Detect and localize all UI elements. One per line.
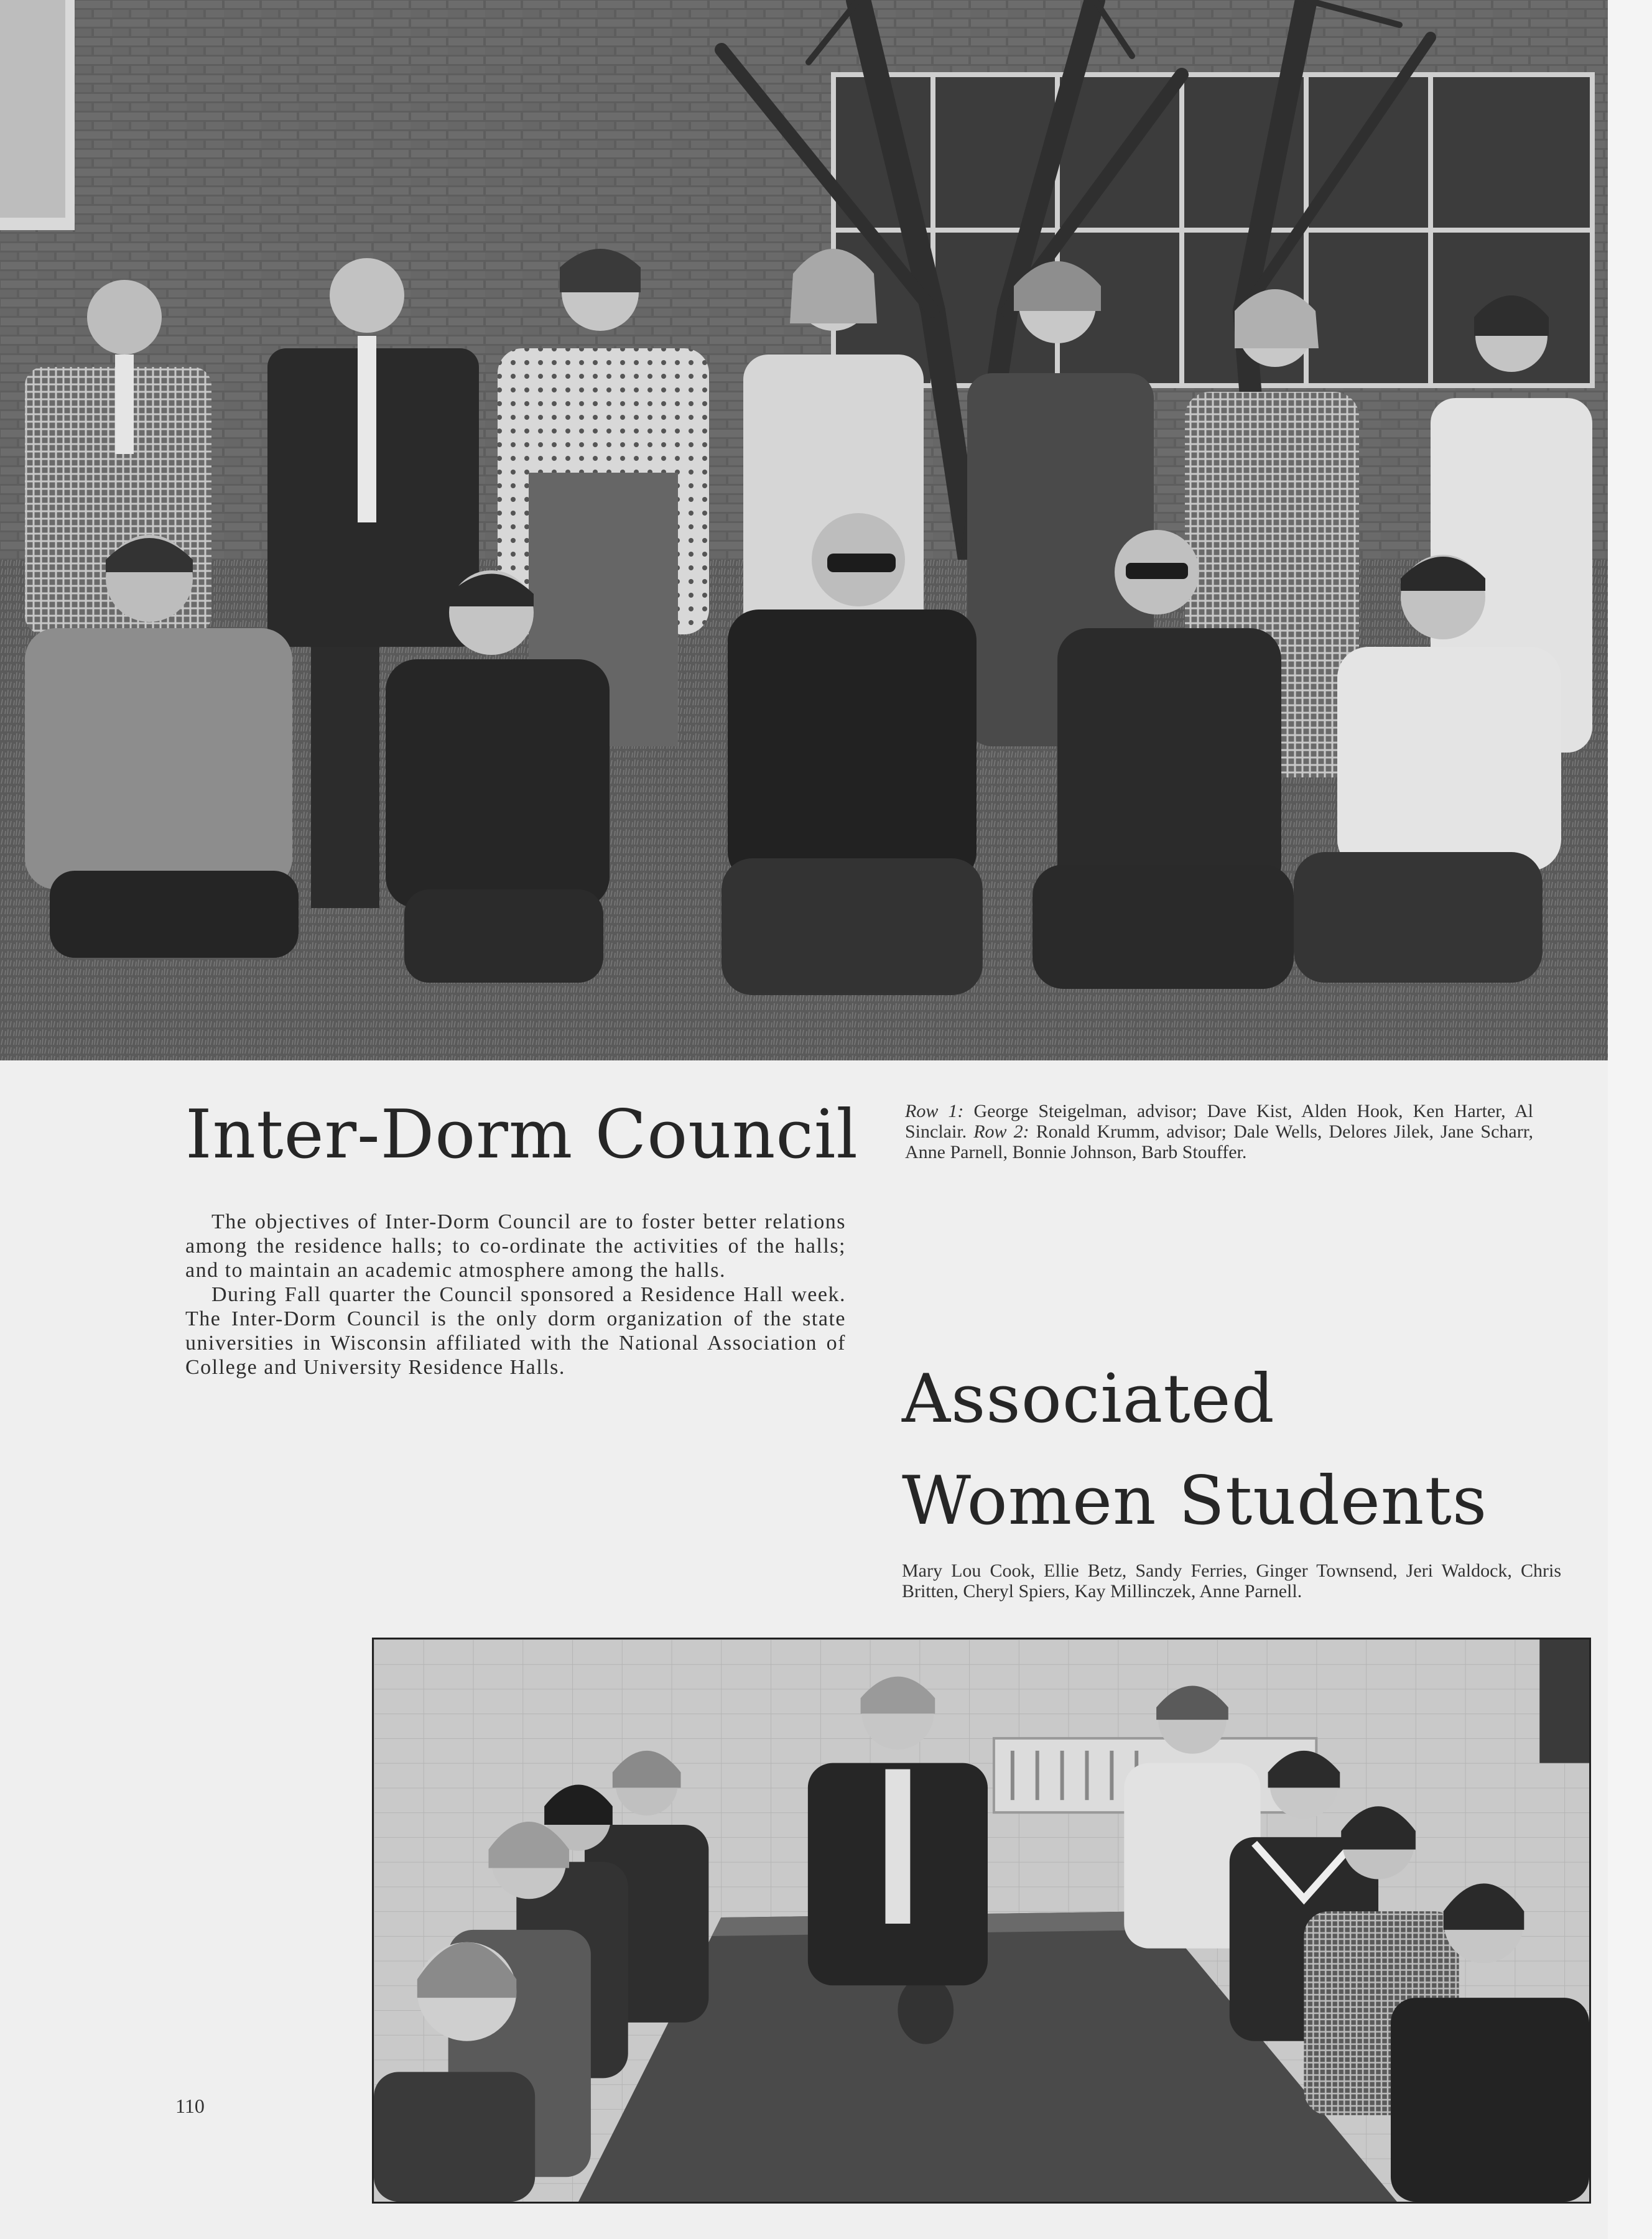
page-margin — [1608, 0, 1652, 2239]
row1-label: Row 1: — [905, 1101, 964, 1121]
title-line-2: Women Students — [902, 1462, 1488, 1540]
inter-dorm-council-caption — [905, 1101, 1533, 1162]
associated-women-students-photo — [372, 1638, 1591, 2204]
title-line-1: Associated — [902, 1360, 1275, 1438]
inter-dorm-council-photo — [0, 0, 1608, 1060]
description-paragraph-1: The objectives of Inter-Dorm Council are to foster better relations among the residence halls; to co-ordinate the activities of the halls; and to maintain an academic atmosphere among the halls. — [185, 1210, 846, 1282]
description-paragraph-2: During Fall quarter the Council sponsored a Residence Hall week. The Inter-Dorm Council is the only dorm organization of the state universities in Wisconsin affiliated with the National Association of College and University Residence Halls. — [185, 1283, 846, 1379]
row2-label: Row 2: — [973, 1121, 1029, 1142]
row2-names: Ronald Krumm, advisor; Dale Wells, Delores Jilek, Jane Scharr, Anne Parnell, Bonnie Johnson, Barb Stouffer. — [905, 1121, 1533, 1162]
row1-names: George Steigelman, advisor; Dave Kist, Alden Hook, Ken Harter, Al Sinclair. — [905, 1101, 1534, 1142]
inter-dorm-council-title: Inter-Dorm Council — [185, 1096, 858, 1174]
page-number: 110 — [175, 2095, 205, 2117]
associated-women-students-caption: Mary Lou Cook, Ellie Betz, Sandy Ferries, Ginger Townsend, Jeri Waldock, Chris Britten, Cheryl Spiers, Kay Millinczek, Anne Parnell. — [902, 1560, 1561, 1602]
inter-dorm-council-description — [185, 1210, 846, 1379]
associated-women-students-title — [902, 1348, 1599, 1552]
